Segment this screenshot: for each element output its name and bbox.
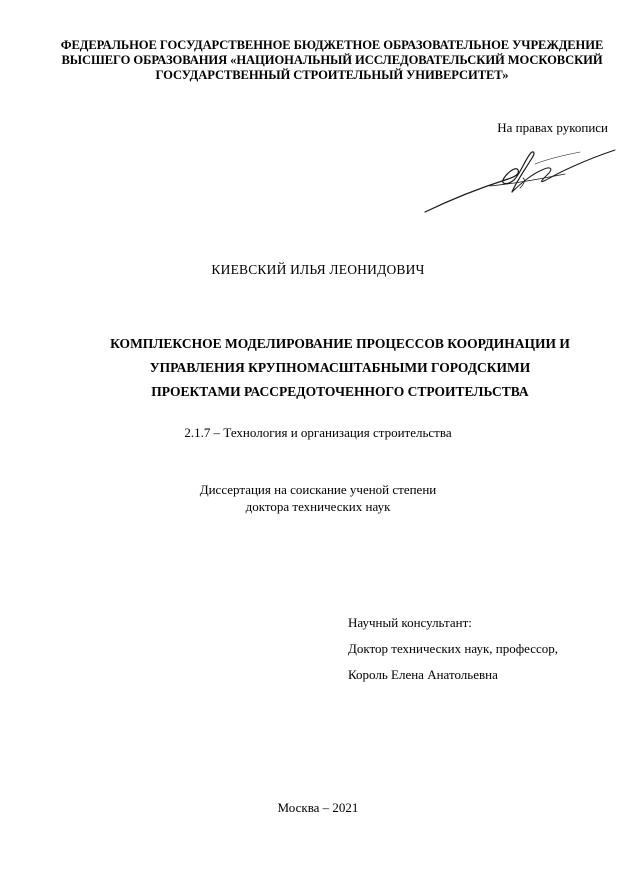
title-line-3: ПРОЕКТАМИ РАССРЕДОТОЧЕННОГО СТРОИТЕЛЬСТВА [151,384,529,399]
organization-line-3: ГОСУДАРСТВЕННЫЙ СТРОИТЕЛЬНЫЙ УНИВЕРСИТЕТ» [155,68,509,82]
dissertation-title [40,332,636,404]
handwritten-signature-icon [420,140,620,220]
organization-header [50,38,614,83]
organization-line-2: ВЫСШЕГО ОБРАЗОВАНИЯ «НАЦИОНАЛЬНЫЙ ИССЛЕДОВАТЕЛЬСКИЙ МОСКОВСКИЙ [61,53,603,67]
degree-statement-line-1: Диссертация на соискание ученой степени [199,482,437,497]
consultant-degree: Доктор технических наук, профессор, [348,641,559,656]
degree-statement-line-2: доктора технических наук [245,499,391,514]
city-year: Москва – 2021 [277,800,359,815]
scientific-consultant [348,610,558,688]
degree-statement [0,481,636,515]
manuscript-note: На правах рукописи [497,120,608,135]
consultant-name: Король Елена Анатольевна [348,667,498,682]
title-line-1: КОМПЛЕКСНОЕ МОДЕЛИРОВАНИЕ ПРОЦЕССОВ КООРДИНАЦИИ И [110,336,570,351]
author-name: КИЕВСКИЙ ИЛЬЯ ЛЕОНИДОВИЧ [211,262,425,277]
specialty-code: 2.1.7 – Технология и организация строительства [184,425,452,440]
consultant-label: Научный консультант: [348,615,472,630]
organization-line-1: ФЕДЕРАЛЬНОЕ ГОСУДАРСТВЕННОЕ БЮДЖЕТНОЕ ОБРАЗОВАТЕЛЬНОЕ УЧРЕЖДЕНИЕ [60,38,604,52]
title-line-2: УПРАВЛЕНИЯ КРУПНОМАСШТАБНЫМИ ГОРОДСКИМИ [149,360,531,375]
